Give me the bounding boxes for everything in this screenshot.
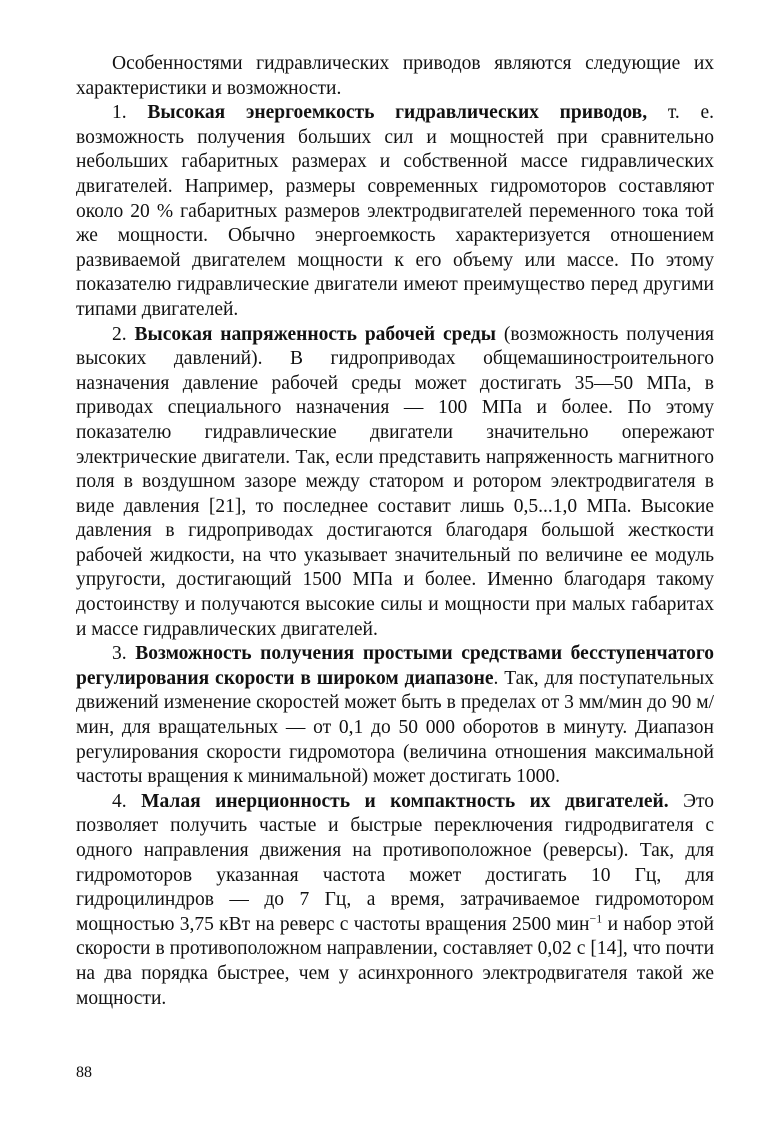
item-3-body: . Так, для поступательных движений изменение скоростей может быть в пределах от 3 мм/мин до 90 м/мин, для вращательных — от 0,1 до 50 000 оборотов в минуту. Диапазон регулирования скорости гидромотора (величина отношения максимальной частоты вращения к минимальной) может достигать 1000.: [76, 667, 714, 788]
item-1-body: т. е. возможность получения больших сил и мощностей при сравнительно небольших габаритных размерах и собственной массе гидравлических двигателей. Например, размеры современных гидромоторов составляют около 20 % габаритных размеров электродвигателей переменного тока той же мощности. Обычно энергоемкость характеризуется отношением развиваемой двигателем мощности к его объему или массе. По этому показателю гидравлические двигатели имеют преимущество перед другими типами двигателей.: [76, 102, 714, 320]
item-4-number: 4.: [112, 790, 127, 812]
item-4-paragraph: [76, 790, 714, 1011]
item-3-number: 3.: [112, 643, 127, 665]
item-4-body-b: и набор этой скорости в противоположном направлении, составляет 0,02 с [14], что почти на два порядка быстрее, чем у асинхронного электродвигателя такой же мощности.: [76, 913, 714, 1009]
item-3-heading: Возможность получения простыми средствами бесступенчатого регулирования скорости в широком диапазоне: [76, 643, 715, 689]
item-2-heading: Высокая напряженность рабочей среды: [134, 323, 496, 345]
item-4-body-a: Это позволяет получить частые и быстрые переключения гидродвигателя с одного направления движения на противоположное (реверсы). Так, для гидромоторов указанная частота может достигать 10 Гц, для гидроцилиндров — до 7 Гц, а время, затрачиваемое гидромотором мощностью 3,75 кВт на реверс с частоты вращения 2500 мин: [76, 790, 715, 935]
item-2-number: 2.: [112, 323, 127, 345]
item-4-heading: Малая инерционность и компактность их двигателей.: [141, 790, 669, 812]
intro-paragraph: Особенностями гидравлических приводов являются следующие их характеристики и возможности.: [76, 53, 714, 99]
item-4-superscript: −1: [589, 911, 603, 926]
item-2-paragraph: [76, 323, 714, 643]
page-number: 88: [76, 1064, 92, 1081]
item-3-paragraph: [76, 642, 714, 790]
item-1-number: 1.: [112, 102, 127, 124]
body-text: [76, 52, 714, 1011]
item-1-paragraph: [76, 101, 714, 322]
item-1-heading: Высокая энергоемкость гидравлических приводов,: [147, 102, 648, 124]
item-2-body: (возможность получения высоких давлений). В гидроприводах общемашиностроительного назначения давление рабочей среды может достигать 35—50 МПа, в приводах специального назначения — 100 МПа и более. По этому показателю гидравлические двигатели значительно опережают электрические двигатели. Так, если представить напряженность магнитного поля в воздушном зазоре между статором и ротором электродвигателя в виде давления [21], то последнее составит лишь 0,5...1,0 МПа. Высокие давления в гидроприводах достигаются благодаря большой жесткости рабочей жидкости, на что указывает значительный по величине ее модуль упругости, достигающий 1500 МПа и более. Именно благодаря такому достоинству и получаются высокие силы и мощности при малых габаритах и массе гидравлических двигателей.: [76, 323, 714, 640]
